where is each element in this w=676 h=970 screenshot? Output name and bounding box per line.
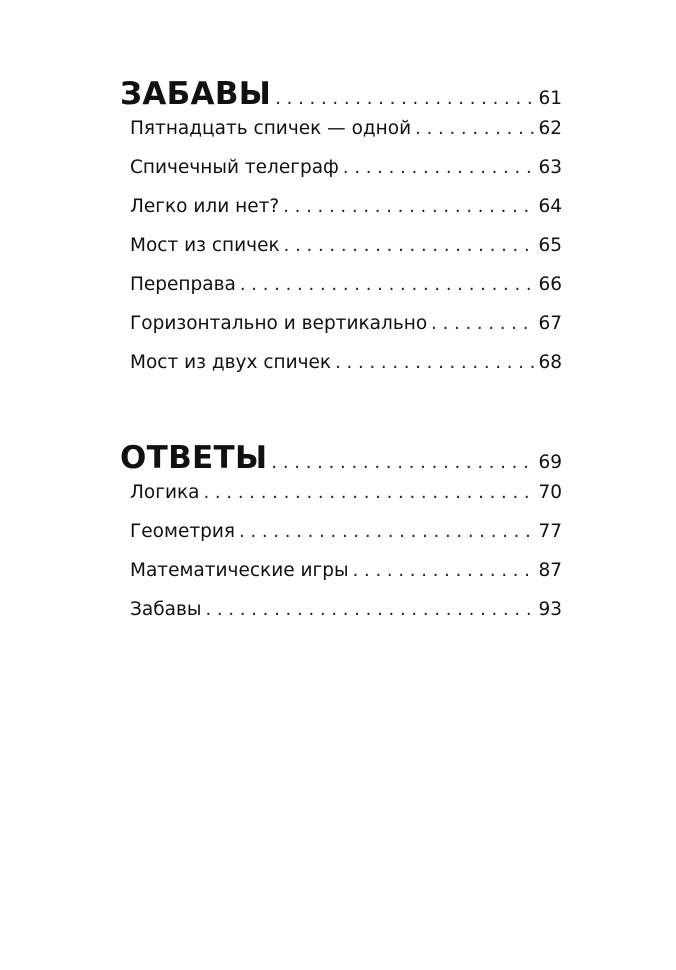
toc-entry-page-number: 68 [538, 352, 562, 373]
dot-leader [431, 313, 534, 334]
toc-entry-title: Мост из спичек [130, 235, 280, 256]
toc-entry-title: Логика [130, 482, 200, 503]
toc-entry-title: Спичечный телеграф [130, 157, 339, 178]
toc-entry-title: Горизонтально и вертикально [130, 313, 428, 334]
dot-leader [239, 521, 534, 542]
toc-entry [120, 274, 562, 313]
toc-entry-title: Математические игры [130, 560, 349, 581]
section-heading-title: ОТВЕТЫ [120, 440, 268, 476]
toc-entry [120, 352, 562, 391]
toc-entry [120, 157, 562, 196]
dot-leader [275, 88, 534, 109]
toc-entry-title: Пятнадцать спичек — одной [130, 118, 412, 139]
toc-entry [120, 235, 562, 274]
toc-entry-page-number: 62 [538, 118, 562, 139]
toc-section-heading [120, 440, 562, 482]
toc-section-otvety [120, 440, 562, 638]
toc-entry-page-number: 77 [538, 521, 562, 542]
dot-leader [353, 560, 535, 581]
toc-entry-title: Мост из двух спичек [130, 352, 332, 373]
toc-section-zabavy [120, 76, 562, 391]
section-heading-page-number: 61 [538, 88, 562, 109]
toc-entry-title: Забавы [130, 599, 202, 620]
toc-entry [120, 482, 562, 521]
dot-leader [271, 452, 534, 473]
dot-leader [205, 599, 534, 620]
dot-leader [240, 274, 535, 295]
dot-leader [335, 352, 534, 373]
dot-leader [415, 118, 534, 139]
toc-entry-page-number: 64 [538, 196, 562, 217]
toc-entry-page-number: 93 [538, 599, 562, 620]
toc-entry-page-number: 70 [538, 482, 562, 503]
dot-leader [284, 235, 535, 256]
toc-entry-page-number: 87 [538, 560, 562, 581]
toc-entry-title: Легко или нет? [130, 196, 280, 217]
toc-entry-title: Переправа [130, 274, 236, 295]
toc-entry [120, 118, 562, 157]
toc-entry-page-number: 65 [538, 235, 562, 256]
dot-leader [203, 482, 534, 503]
toc-entry-page-number: 66 [538, 274, 562, 295]
toc-entry-page-number: 67 [538, 313, 562, 334]
toc-entry-title: Геометрия [130, 521, 235, 542]
toc-entry [120, 560, 562, 599]
toc-section-heading [120, 76, 562, 118]
section-heading-title: ЗАБАВЫ [120, 76, 272, 112]
toc-entry [120, 313, 562, 352]
dot-leader [283, 196, 534, 217]
section-heading-page-number: 69 [538, 452, 562, 473]
toc-entry [120, 196, 562, 235]
dot-leader [343, 157, 535, 178]
toc-entry [120, 599, 562, 638]
toc-entry-page-number: 63 [538, 157, 562, 178]
toc-entry [120, 521, 562, 560]
